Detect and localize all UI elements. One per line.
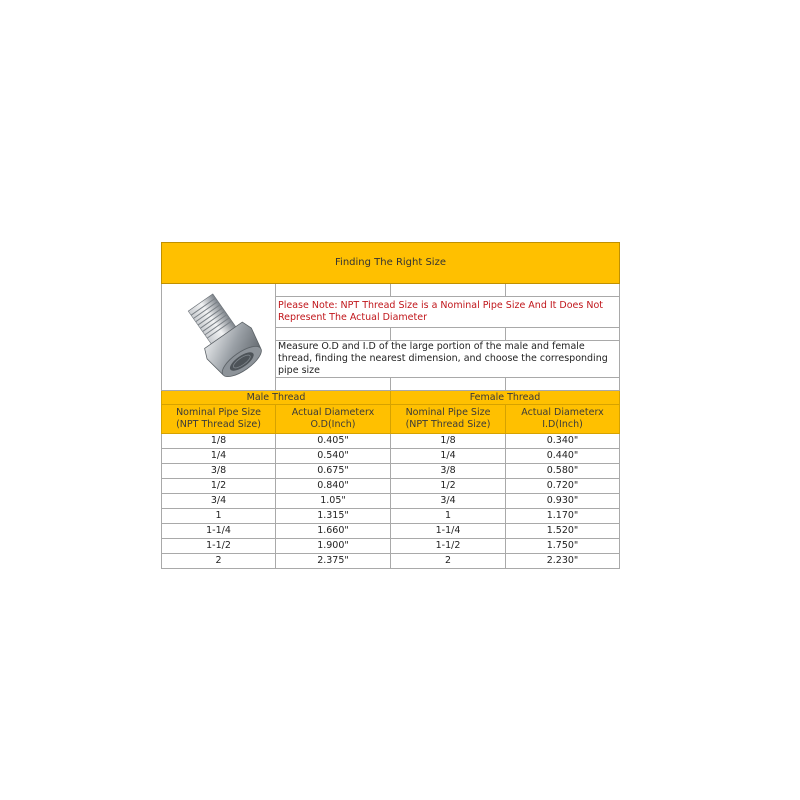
table-row: [162, 539, 620, 554]
measure-instruction: Measure O.D and I.D of the large portion of the male and female thread, finding the nearest dimension, and choose the corresponding pipe size: [276, 341, 620, 378]
hex-pipe-fitting-icon: [169, 293, 269, 381]
female-size-cell: 1/8: [391, 434, 506, 449]
table-row: [162, 494, 620, 509]
spacer-cell: [506, 328, 620, 341]
id-cell: 0.930": [506, 494, 620, 509]
table-row: [162, 524, 620, 539]
od-cell: 0.540": [276, 449, 391, 464]
col-label-line: O.D(Inch): [310, 419, 356, 430]
id-cell: 0.720": [506, 479, 620, 494]
od-cell: 1.900": [276, 539, 391, 554]
col-female-nominal-size: [391, 405, 506, 434]
table-row: [162, 449, 620, 464]
col-label-line: Nominal Pipe Size: [405, 407, 491, 418]
female-size-cell: 3/8: [391, 464, 506, 479]
female-thread-header: Female Thread: [391, 391, 620, 405]
female-size-cell: 1/2: [391, 479, 506, 494]
male-size-cell: 3/8: [162, 464, 276, 479]
od-cell: 2.375": [276, 554, 391, 569]
female-size-cell: 1-1/4: [391, 524, 506, 539]
id-cell: 0.340": [506, 434, 620, 449]
col-female-id: [506, 405, 620, 434]
size-table: [161, 242, 620, 569]
table-row: [162, 434, 620, 449]
table-row: [162, 509, 620, 524]
male-size-cell: 1-1/4: [162, 524, 276, 539]
female-size-cell: 1: [391, 509, 506, 524]
table-title: Finding The Right Size: [162, 243, 620, 284]
col-label-line: I.D(Inch): [542, 419, 583, 430]
od-cell: 1.05": [276, 494, 391, 509]
male-size-cell: 1/8: [162, 434, 276, 449]
col-label-line: Actual Diameterx: [521, 407, 604, 418]
female-size-cell: 2: [391, 554, 506, 569]
spacer-cell: [506, 378, 620, 391]
table-row: [162, 464, 620, 479]
col-label-line: (NPT Thread Size): [405, 419, 491, 430]
male-thread-header: Male Thread: [162, 391, 391, 405]
size-chart: [161, 242, 619, 569]
male-size-cell: 3/4: [162, 494, 276, 509]
od-cell: 0.840": [276, 479, 391, 494]
col-label-line: Nominal Pipe Size: [176, 407, 261, 418]
spacer-cell: [506, 284, 620, 297]
od-cell: 1.315": [276, 509, 391, 524]
col-male-od: [276, 405, 391, 434]
id-cell: 2.230": [506, 554, 620, 569]
spacer-cell: [276, 328, 391, 341]
male-size-cell: 1/2: [162, 479, 276, 494]
col-label-line: (NPT Thread Size): [176, 419, 261, 430]
spacer-cell: [276, 378, 391, 391]
id-cell: 0.580": [506, 464, 620, 479]
male-size-cell: 1-1/2: [162, 539, 276, 554]
female-size-cell: 3/4: [391, 494, 506, 509]
product-image-cell: [162, 284, 276, 391]
male-size-cell: 2: [162, 554, 276, 569]
spacer-cell: [391, 284, 506, 297]
id-cell: 1.170": [506, 509, 620, 524]
od-cell: 0.675": [276, 464, 391, 479]
spacer-cell: [276, 284, 391, 297]
col-label-line: Actual Diameterx: [291, 407, 375, 418]
id-cell: 1.750": [506, 539, 620, 554]
id-cell: 1.520": [506, 524, 620, 539]
female-size-cell: 1/4: [391, 449, 506, 464]
spacer-cell: [391, 328, 506, 341]
male-size-cell: 1/4: [162, 449, 276, 464]
table-row: [162, 554, 620, 569]
female-size-cell: 1-1/2: [391, 539, 506, 554]
od-cell: 0.405": [276, 434, 391, 449]
od-cell: 1.660": [276, 524, 391, 539]
id-cell: 0.440": [506, 449, 620, 464]
npt-note: Please Note: NPT Thread Size is a Nominal Pipe Size And It Does Not Represent The Actual Diameter: [276, 297, 620, 328]
male-size-cell: 1: [162, 509, 276, 524]
table-row: [162, 479, 620, 494]
spacer-cell: [391, 378, 506, 391]
col-male-nominal-size: [162, 405, 276, 434]
